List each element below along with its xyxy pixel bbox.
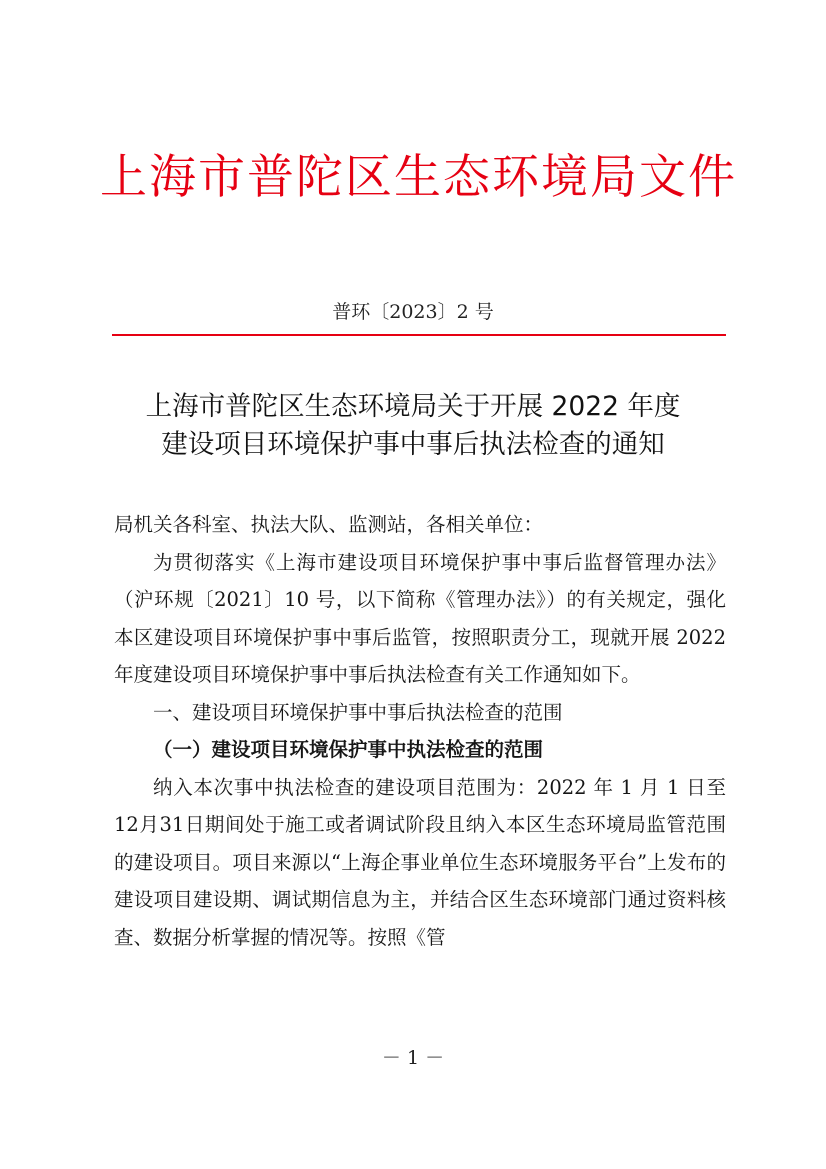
subsection-heading-1: （一）建设项目环境保护事中执法检查的范围 (153, 738, 544, 761)
notice-title-line-1: 上海市普陀区生态环境局关于开展 2022 年度 (145, 391, 681, 422)
scope-paragraph: 纳入本次事中执法检查的建设项目范围为：2022 年 1 月 1 日至12月31日期间处于施工或者调试阶段且纳入本区生态环境局监管范围的建设项目。项目来源以“上海企事业单位生态环境服务平台”上发布的建设项目建设期、调试期信息为主，并结合区生态环境部门通过资料核查、数据分析掌握的情况等。按照《管 (114, 775, 726, 949)
document-number: 普环〔2023〕2 号 (332, 301, 494, 323)
issuer-heading: 上海市普陀区生态环境局文件 (100, 150, 737, 205)
document-body (114, 506, 726, 956)
red-divider-line (112, 334, 726, 336)
page-number: － 1 － (381, 1047, 445, 1069)
notice-title-line-2: 建设项目环境保护事中事后执法检查的通知 (161, 429, 665, 460)
section-heading-1: 一、建设项目环境保护事中事后执法检查的范围 (153, 700, 563, 724)
intro-paragraph: 为贯彻落实《上海市建设项目环境保护事中事后监督管理办法》（沪环规〔2021〕10 号，以下简称《管理办法》）的有关规定，强化本区建设项目环境保护事中事后监管，按照职责分工，现就开展 2022 年度建设项目环境保护事中事后执法检查有关工作通知如下。 (114, 550, 726, 686)
notice-title (100, 388, 726, 464)
addressee-line: 局机关各科室、执法大队、监测站，各相关单位： (114, 513, 544, 536)
